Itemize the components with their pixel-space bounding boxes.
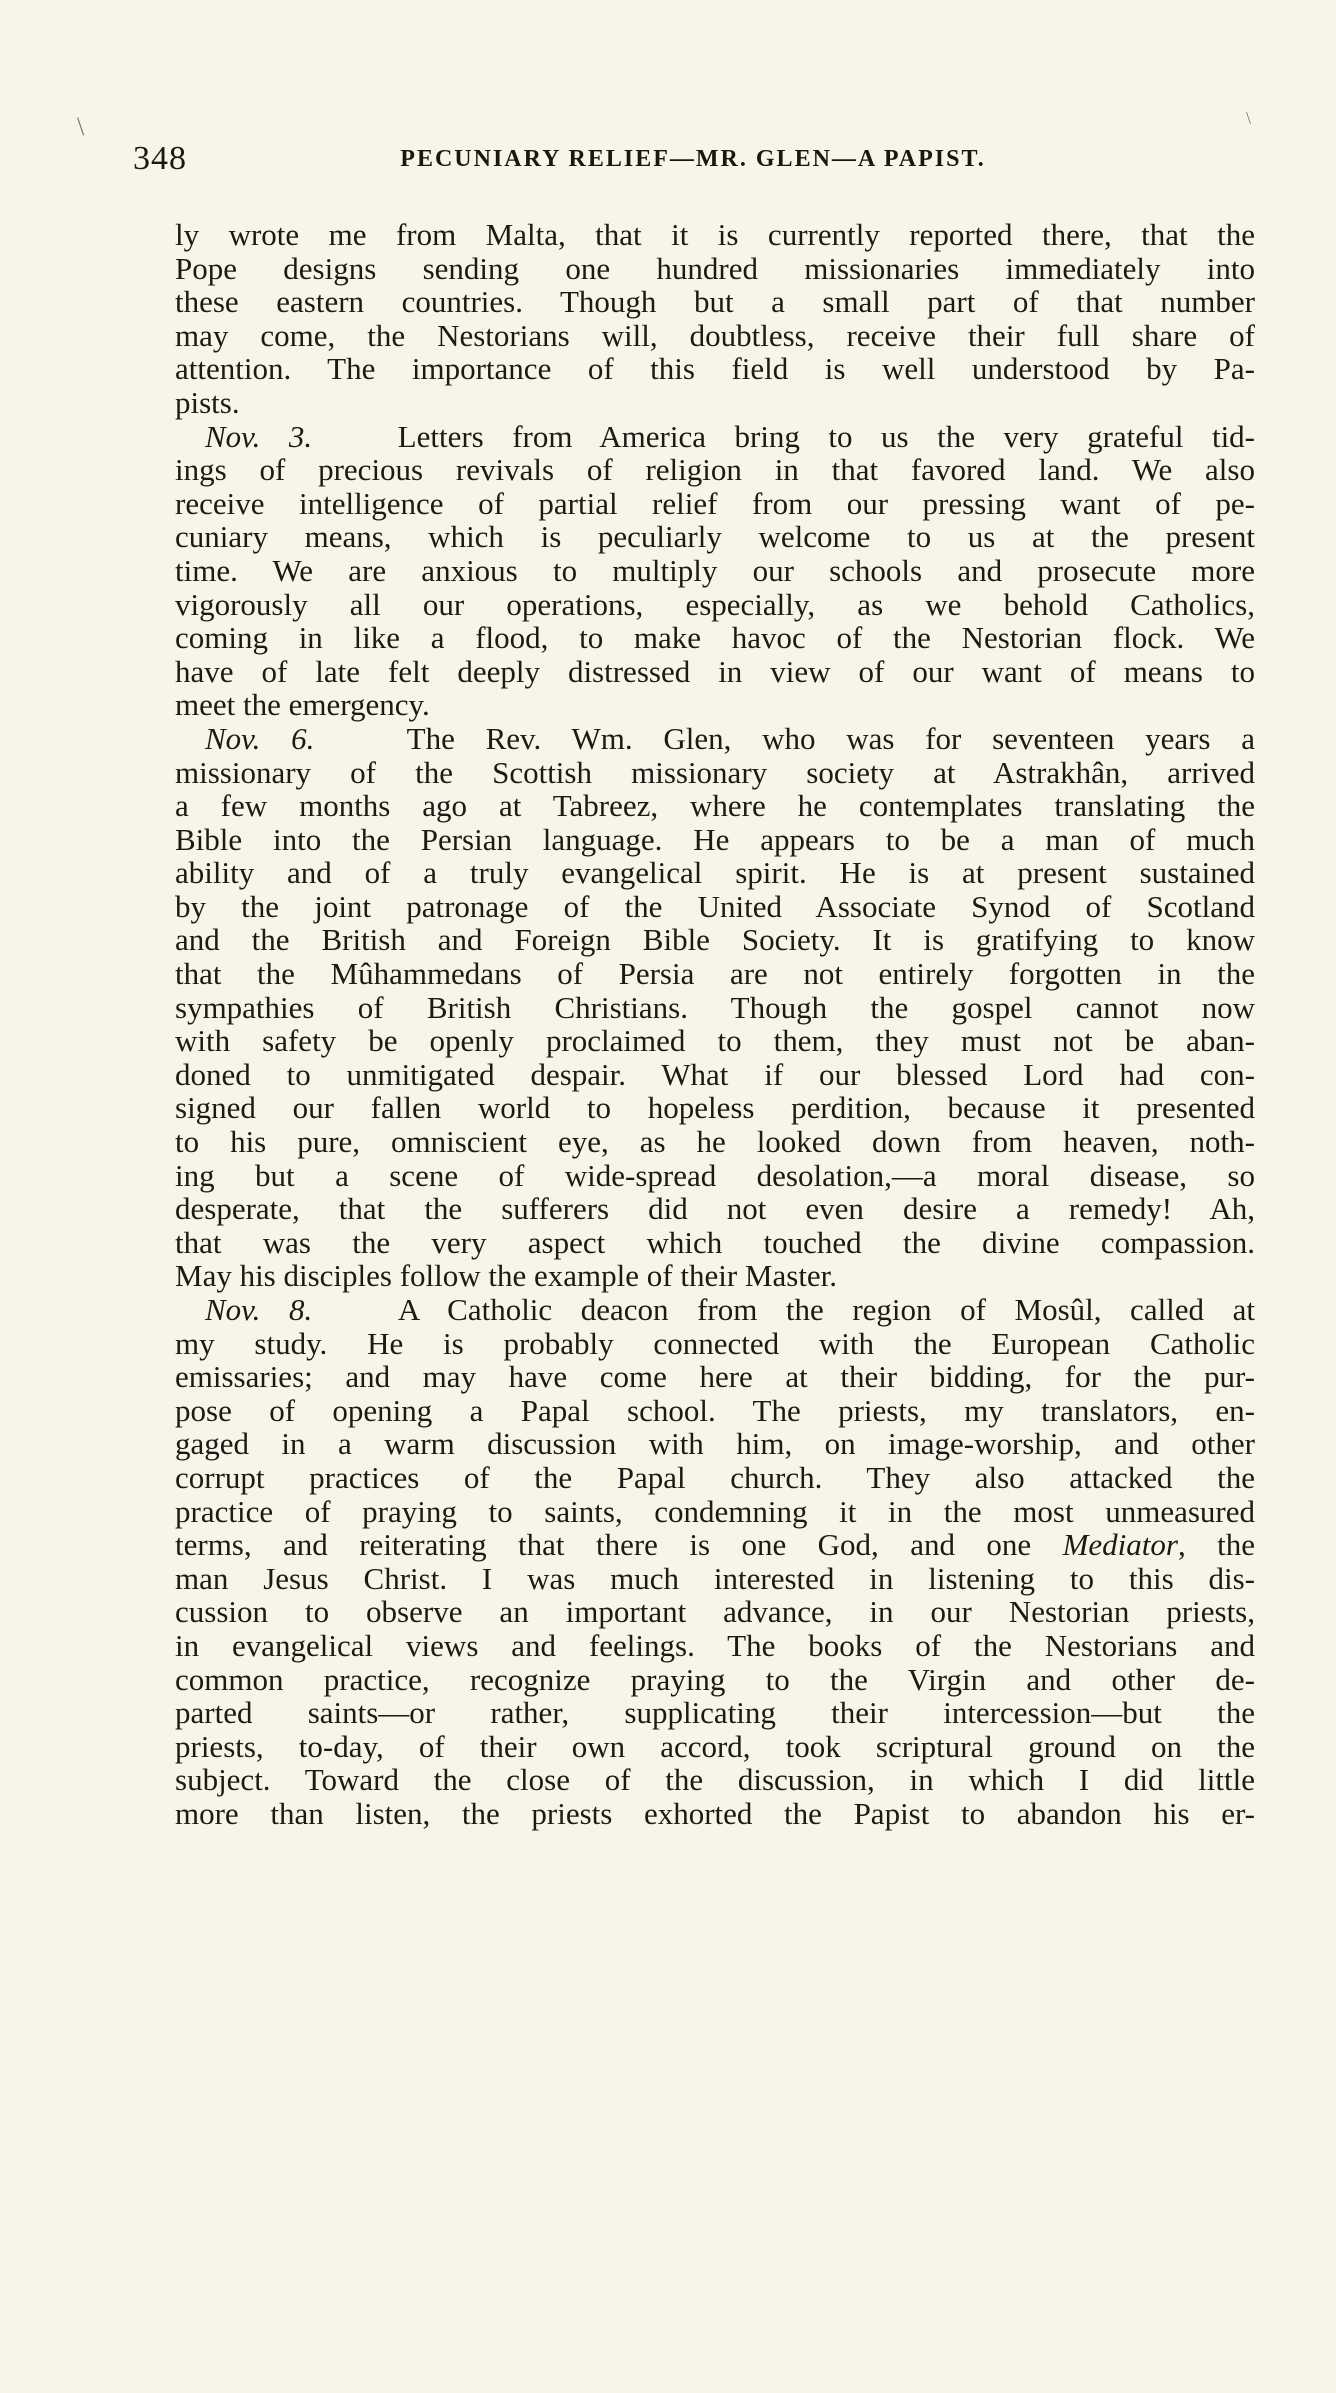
text-line: A Catholic deacon from the region of Mosûl, called at <box>397 1292 1255 1327</box>
text-line: desperate, that the sufferers did not even desire a remedy! Ah, <box>175 1191 1255 1227</box>
text-line: to his pure, omniscient eye, as he looked down from heaven, noth- <box>175 1124 1255 1160</box>
text-line: terms, and reiterating that there is one God, and one <box>175 1527 1032 1563</box>
text-line: that the Mûhammedans of Persia are not entirely forgotten in the <box>175 956 1255 992</box>
text-line: ly wrote me from Malta, that it is currently reported there, that the <box>175 217 1255 252</box>
text-line: Letters from America bring to us the very grateful tid- <box>397 418 1256 454</box>
text-line: have of late felt deeply distressed in view of our want of means to <box>175 653 1255 689</box>
scan-mark: \ <box>77 112 85 141</box>
text-line: and the British and Foreign Bible Society. It is gratifying to know <box>175 922 1255 958</box>
text-line: pose of opening a Papal school. The priests, my translators, en- <box>175 1392 1255 1428</box>
text-line: Bible into the Persian language. He appears to be a man of much <box>175 821 1255 857</box>
page-number: 348 <box>133 140 187 177</box>
text-line: ability and of a truly evangelical spirit. He is at present sustained <box>175 855 1255 891</box>
text-line: receive intelligence of partial relief from our pressing want of pe- <box>175 485 1255 521</box>
text-line: practice of praying to saints, condemning it in the most unmeasured <box>175 1493 1255 1529</box>
page-header <box>133 140 1253 180</box>
paragraph-nov-8 <box>175 1293 1255 1327</box>
text-line: cuniary means, which is peculiarly welcome to us at the present <box>175 519 1255 555</box>
text-line: gaged in a warm discussion with him, on image-worship, and other <box>175 1426 1255 1462</box>
text-line: ings of precious revivals of religion in that favored land. We also <box>175 452 1255 488</box>
text-line: vigorously all our operations, especially, as we behold Catholics, <box>175 586 1255 622</box>
text-line: The Rev. Wm. Glen, who was for seventeen years a <box>406 720 1256 756</box>
scan-mark: \ <box>1246 108 1252 128</box>
text-line: time. We are anxious to multiply our schools and prosecute more <box>175 552 1255 588</box>
text-line: with safety be openly proclaimed to them, they must not be aban- <box>175 1023 1255 1059</box>
text-line: priests, to-day, of their own accord, took scriptural ground on the <box>175 1728 1255 1764</box>
text-line: ing but a scene of wide-spread desolation,—a moral disease, so <box>175 1157 1255 1193</box>
paragraph-nov-6 <box>175 722 1255 756</box>
text-line: attention. The importance of this field is well understood by Pa- <box>175 351 1255 387</box>
text-line: by the joint patronage of the United Associate Synod of Scotland <box>175 888 1255 924</box>
body-text <box>175 218 1255 1831</box>
text-line: that was the very aspect which touched the divine compassion. <box>175 1224 1255 1260</box>
text-line: common practice, recognize praying to the Virgin and other de- <box>175 1661 1255 1697</box>
text-line: May his disciples follow the example of their Master. <box>175 1258 838 1294</box>
text-fragment: , the <box>1177 1527 1256 1563</box>
text-line: signed our fallen world to hopeless perdition, because it presented <box>175 1090 1255 1126</box>
running-title: PECUNIARY RELIEF—MR. GLEN—A PAPIST. <box>400 146 986 172</box>
text-line-with-emphasis <box>175 1528 1255 1562</box>
text-line: emissaries; and may have come here at their bidding, for the pur- <box>175 1359 1255 1395</box>
text-line: coming in like a flood, to make havoc of the Nestorian flock. We <box>175 620 1255 656</box>
text-line: these eastern countries. Though but a small part of that number <box>175 284 1255 320</box>
text-line: in evangelical views and feelings. The books of the Nestorians and <box>175 1627 1255 1663</box>
text-line: my study. He is probably connected with the European Catholic <box>175 1325 1255 1361</box>
text-line: subject. Toward the close of the discussion, in which I did little <box>175 1762 1255 1798</box>
text-line: parted saints—or rather, supplicating their intercession—but the <box>175 1695 1255 1731</box>
paragraph-nov-3 <box>175 420 1255 454</box>
text-line: cussion to observe an important advance, in our Nestorian priests, <box>175 1594 1255 1630</box>
text-line: Pope designs sending one hundred missionaries immediately into <box>175 250 1255 286</box>
text-line: doned to unmitigated despair. What if our blessed Lord had con- <box>175 1056 1255 1092</box>
date-nov-6: Nov. 6. <box>205 720 315 756</box>
text-line: man Jesus Christ. I was much interested in listening to this dis- <box>175 1560 1255 1596</box>
text-line: more than listen, the priests exhorted the Papist to abandon his er- <box>175 1795 1255 1831</box>
text-line: corrupt practices of the Papal church. They also attacked the <box>175 1459 1255 1495</box>
text-line: missionary of the Scottish missionary society at Astrakhân, arrived <box>175 754 1255 790</box>
emphasis-mediator: Mediator <box>1062 1527 1178 1563</box>
date-nov-3: Nov. 3. <box>205 418 313 454</box>
date-nov-8: Nov. 8. <box>205 1292 313 1327</box>
text-line: a few months ago at Tabreez, where he contemplates translating the <box>175 788 1255 824</box>
text-line: may come, the Nestorians will, doubtless, receive their full share of <box>175 317 1255 353</box>
text-line: sympathies of British Christians. Though the gospel cannot now <box>175 989 1255 1025</box>
text-line: meet the emergency. <box>175 687 430 723</box>
text-line: pists. <box>175 384 240 420</box>
